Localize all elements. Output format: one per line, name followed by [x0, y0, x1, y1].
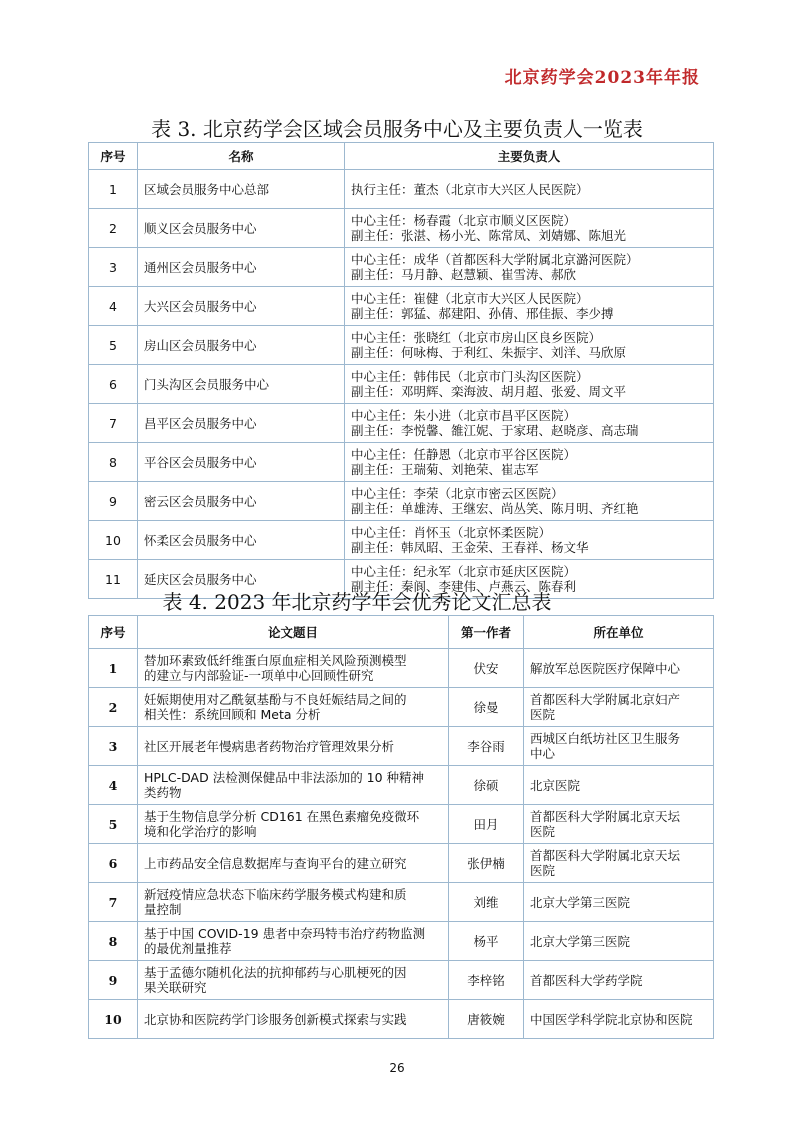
- first-author: 张伊楠: [449, 844, 524, 883]
- leaders-cell: [345, 170, 714, 209]
- paper-title-cell: [138, 961, 449, 1000]
- paper-title-line-2: 境和化学治疗的影响: [144, 824, 257, 839]
- leaders-cell: [345, 404, 714, 443]
- paper-title-line-1: 社区开展老年慢病患者药物治疗管理效果分析: [144, 738, 395, 754]
- leader-line-1: 中心主任：韩伟民（北京市门头沟区医院）: [351, 369, 589, 384]
- leader-line-1: 执行主任：董杰（北京市大兴区人民医院）: [351, 181, 589, 197]
- row-number: 4: [89, 287, 138, 326]
- first-author: 杨平: [449, 922, 524, 961]
- row-number: 1: [89, 170, 138, 209]
- row-number: 10: [89, 521, 138, 560]
- table-row: [89, 766, 714, 805]
- table-row: [89, 170, 714, 209]
- table-header-row: [89, 143, 714, 170]
- unit-line-2: 医院: [530, 824, 556, 839]
- unit-cell: [524, 1000, 714, 1039]
- leader-line-1: 中心主任：肖怀玉（北京怀柔医院）: [351, 525, 552, 540]
- paper-title-cell: [138, 883, 449, 922]
- unit-cell: [524, 727, 714, 766]
- table-row: [89, 688, 714, 727]
- first-author: 唐筱婉: [449, 1000, 524, 1039]
- table-header-row: [89, 616, 714, 649]
- first-author: 徐曼: [449, 688, 524, 727]
- member-service-centers-table: [88, 142, 714, 599]
- paper-title-line-2: 果关联研究: [144, 980, 207, 995]
- center-name: 昌平区会员服务中心: [138, 404, 345, 443]
- paper-title-line-1: 基于孟德尔随机化法的抗抑郁药与心肌梗死的因: [144, 965, 407, 980]
- table-row: [89, 844, 714, 883]
- center-name: 通州区会员服务中心: [138, 248, 345, 287]
- unit-cell: [524, 766, 714, 805]
- table-row: [89, 922, 714, 961]
- table-row: [89, 365, 714, 404]
- center-name: 门头沟区会员服务中心: [138, 365, 345, 404]
- paper-title-cell: [138, 922, 449, 961]
- unit-cell: [524, 688, 714, 727]
- leader-line-1: 中心主任：张晓红（北京市房山区良乡医院）: [351, 330, 602, 345]
- row-number: 8: [89, 922, 138, 961]
- paper-title-line-1: 基于生物信息学分析 CD161 在黑色素瘤免疫微环: [144, 809, 420, 824]
- first-author: 刘维: [449, 883, 524, 922]
- column-header-leaders: 主要负责人: [345, 143, 714, 170]
- table-row: [89, 326, 714, 365]
- leader-line-1: 中心主任：任静恩（北京市平谷区医院）: [351, 447, 577, 462]
- row-number: 3: [89, 248, 138, 287]
- leader-line-2: 副主任：邓明辉、栾海波、胡月超、张爱、周文平: [351, 384, 627, 399]
- column-header-name: 名称: [138, 143, 345, 170]
- unit-line-1: 北京医院: [530, 777, 581, 793]
- table-row: [89, 482, 714, 521]
- first-author: 田月: [449, 805, 524, 844]
- row-number: 8: [89, 443, 138, 482]
- paper-title-cell: [138, 844, 449, 883]
- paper-title-cell: [138, 727, 449, 766]
- excellent-papers-table: [88, 615, 714, 1039]
- unit-line-2: 中心: [530, 746, 556, 761]
- unit-line-2: 医院: [530, 707, 556, 722]
- leaders-cell: [345, 443, 714, 482]
- table-row: [89, 961, 714, 1000]
- center-name: 大兴区会员服务中心: [138, 287, 345, 326]
- unit-line-1: 首都医科大学药学院: [530, 972, 643, 988]
- paper-title-line-2: 的建立与内部验证-一项单中心回顾性研究: [144, 668, 374, 683]
- leader-line-1: 中心主任：崔健（北京市大兴区人民医院）: [351, 291, 589, 306]
- column-header-unit: 所在单位: [524, 616, 714, 649]
- page-number: 26: [389, 1061, 405, 1075]
- table-row: [89, 727, 714, 766]
- center-name: 密云区会员服务中心: [138, 482, 345, 521]
- row-number: 3: [89, 727, 138, 766]
- leader-line-2: 副主任：张湛、杨小光、陈常凤、刘婧娜、陈旭光: [351, 228, 627, 243]
- leaders-cell: [345, 209, 714, 248]
- unit-cell: [524, 922, 714, 961]
- leaders-cell: [345, 521, 714, 560]
- unit-line-1: 西城区白纸坊社区卫生服务: [530, 731, 681, 746]
- column-header-paper-title: 论文题目: [138, 616, 449, 649]
- column-header-first-author: 第一作者: [449, 616, 524, 649]
- annual-report-brand: 北京药学会2023年年报: [504, 68, 700, 88]
- paper-title-line-1: 上市药品安全信息数据库与查询平台的建立研究: [144, 855, 407, 871]
- paper-title-line-2: 的最优剂量推荐: [144, 941, 232, 956]
- row-number: 2: [89, 209, 138, 248]
- leader-line-1: 中心主任：纪永军（北京市延庆区医院）: [351, 564, 577, 579]
- table-row: [89, 209, 714, 248]
- table-row: [89, 443, 714, 482]
- leader-line-1: 中心主任：朱小进（北京市昌平区医院）: [351, 408, 577, 423]
- row-number: 2: [89, 688, 138, 727]
- table-row: [89, 649, 714, 688]
- table-row: [89, 248, 714, 287]
- first-author: 徐硕: [449, 766, 524, 805]
- center-name: 房山区会员服务中心: [138, 326, 345, 365]
- paper-title-line-2: 类药物: [144, 785, 182, 800]
- center-name: 平谷区会员服务中心: [138, 443, 345, 482]
- leader-line-1: 中心主任：杨春霞（北京市顺义区医院）: [351, 213, 577, 228]
- paper-title-line-1: HPLC-DAD 法检测保健品中非法添加的 10 种精神: [144, 770, 425, 785]
- row-number: 6: [89, 844, 138, 883]
- paper-title-line-1: 基于中国 COVID-19 患者中奈玛特韦治疗药物监测: [144, 926, 426, 941]
- paper-title-line-2: 量控制: [144, 902, 182, 917]
- column-header-no: 序号: [89, 616, 138, 649]
- leader-line-2: 副主任：马月静、赵慧颖、崔雪涛、郝欣: [351, 267, 577, 282]
- unit-cell: [524, 883, 714, 922]
- paper-title-line-1: 妊娠期使用对乙酰氨基酚与不良妊娠结局之间的: [144, 692, 407, 707]
- row-number: 5: [89, 805, 138, 844]
- unit-cell: [524, 961, 714, 1000]
- table-row: [89, 404, 714, 443]
- unit-line-1: 首都医科大学附属北京天坛: [530, 809, 681, 824]
- unit-cell: [524, 649, 714, 688]
- first-author: 伏安: [449, 649, 524, 688]
- leaders-cell: [345, 365, 714, 404]
- leaders-cell: [345, 326, 714, 365]
- center-name: 区域会员服务中心总部: [138, 170, 345, 209]
- table-row: [89, 1000, 714, 1039]
- row-number: 9: [89, 961, 138, 1000]
- row-number: 7: [89, 404, 138, 443]
- row-number: 4: [89, 766, 138, 805]
- leader-line-2: 副主任：王瑞菊、刘艳荣、崔志军: [351, 462, 539, 477]
- unit-line-2: 医院: [530, 863, 556, 878]
- paper-title-line-1: 新冠疫情应急状态下临床药学服务模式构建和质: [144, 887, 407, 902]
- row-number: 11: [89, 560, 138, 599]
- row-number: 10: [89, 1000, 138, 1039]
- center-name: 怀柔区会员服务中心: [138, 521, 345, 560]
- unit-cell: [524, 805, 714, 844]
- paper-title-cell: [138, 1000, 449, 1039]
- first-author: 李谷雨: [449, 727, 524, 766]
- center-name: 延庆区会员服务中心: [138, 560, 345, 599]
- leader-line-2: 副主任：何咏梅、于利红、朱振宇、刘洋、马欣原: [351, 345, 627, 360]
- leader-line-2: 副主任：秦阆、李建伟、卢燕云、陈春利: [351, 579, 577, 594]
- unit-line-1: 北京大学第三医院: [530, 894, 631, 910]
- leaders-cell: [345, 482, 714, 521]
- first-author: 李梓铭: [449, 961, 524, 1000]
- table4-title: 表 4. 2023 年北京药学年会优秀论文汇总表: [162, 590, 552, 614]
- unit-line-1: 中国医学科学院北京协和医院: [530, 1011, 693, 1027]
- row-number: 9: [89, 482, 138, 521]
- leader-line-2: 副主任：郭猛、郝建阳、孙倩、邢佳振、李少搏: [351, 306, 614, 321]
- paper-title-cell: [138, 805, 449, 844]
- center-name: 顺义区会员服务中心: [138, 209, 345, 248]
- table-row: [89, 805, 714, 844]
- leaders-cell: [345, 287, 714, 326]
- paper-title-cell: [138, 766, 449, 805]
- leader-line-1: 中心主任：成华（首都医科大学附属北京潞河医院）: [351, 252, 639, 267]
- table-row: [89, 287, 714, 326]
- table-row: [89, 521, 714, 560]
- paper-title-line-1: 替加环素致低纤维蛋白原血症相关风险预测模型: [144, 653, 407, 668]
- table3-title: 表 3. 北京药学会区域会员服务中心及主要负责人一览表: [151, 117, 643, 141]
- leader-line-2: 副主任：韩凤昭、王金荣、王春祥、杨文华: [351, 540, 589, 555]
- table-row: [89, 883, 714, 922]
- row-number: 6: [89, 365, 138, 404]
- row-number: 5: [89, 326, 138, 365]
- paper-title-cell: [138, 688, 449, 727]
- column-header-no: 序号: [89, 143, 138, 170]
- unit-cell: [524, 844, 714, 883]
- row-number: 1: [89, 649, 138, 688]
- leader-line-1: 中心主任：李荣（北京市密云区医院）: [351, 486, 564, 501]
- paper-title-line-2: 相关性：系统回顾和 Meta 分析: [144, 707, 321, 722]
- leader-line-2: 副主任：李悦馨、雒江妮、于家珺、赵晓彦、高志瑞: [351, 423, 639, 438]
- leader-line-2: 副主任：单雄涛、王继宏、尚丛笑、陈月明、齐红艳: [351, 501, 639, 516]
- row-number: 7: [89, 883, 138, 922]
- unit-line-1: 首都医科大学附属北京妇产: [530, 692, 681, 707]
- leaders-cell: [345, 248, 714, 287]
- unit-line-1: 首都医科大学附属北京天坛: [530, 848, 681, 863]
- unit-line-1: 解放军总医院医疗保障中心: [530, 660, 681, 676]
- paper-title-line-1: 北京协和医院药学门诊服务创新模式探索与实践: [144, 1011, 407, 1027]
- paper-title-cell: [138, 649, 449, 688]
- unit-line-1: 北京大学第三医院: [530, 933, 631, 949]
